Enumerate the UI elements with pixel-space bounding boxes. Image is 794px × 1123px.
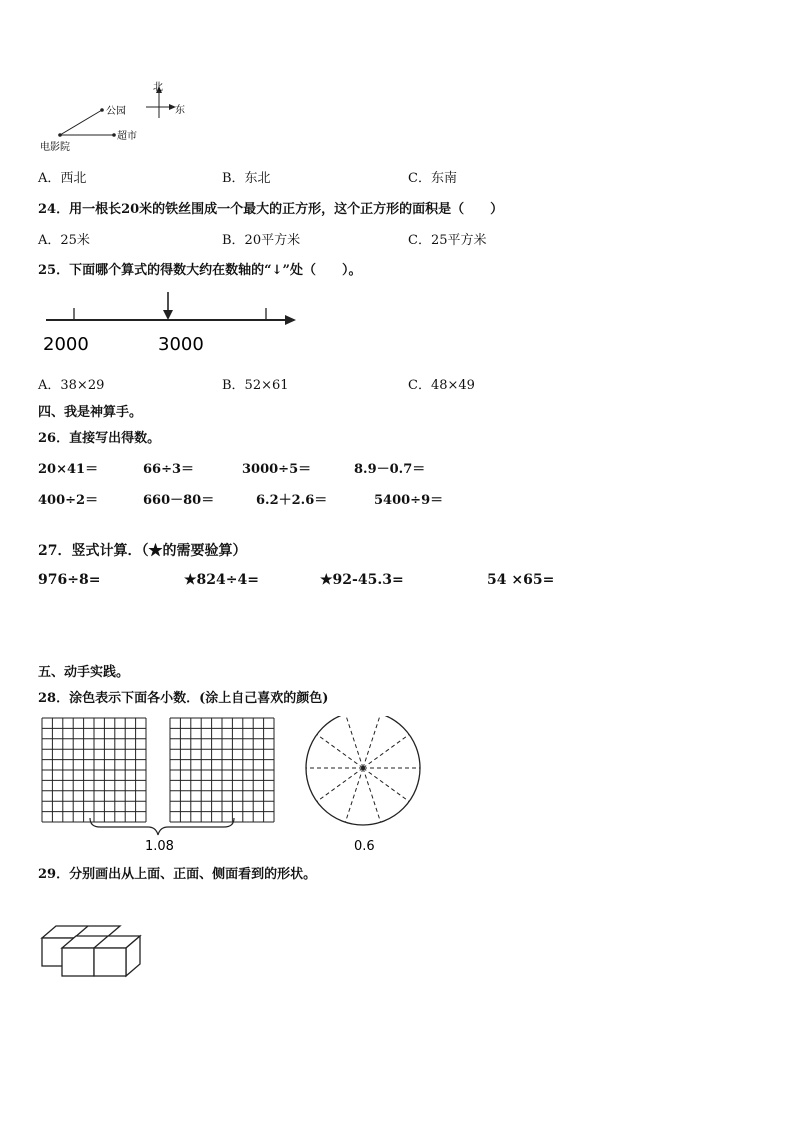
q26-title: 26．直接写出得数。 (38, 431, 161, 446)
brace (90, 818, 234, 835)
decimal-shading-figure (38, 716, 428, 856)
section-4-heading: 四、我是神算手。 (38, 405, 143, 420)
ten-part-circle (306, 716, 420, 825)
hundred-grid-left (42, 718, 146, 822)
park-label: 公园 (106, 106, 126, 117)
q28-title: 28．涂色表示下面各小数．(涂上自己喜欢的颜色) (38, 691, 329, 706)
q27-item-1: 976÷8= (38, 572, 101, 588)
q24-option-c: C．25平方米 (408, 233, 487, 248)
supermarket-label: 超市 (117, 131, 137, 142)
q26-r2-c1: 400÷2＝ (38, 493, 99, 508)
q26-r1-c2: 66÷3＝ (143, 462, 195, 477)
north-label: 北 (153, 82, 163, 93)
q25-option-b: B．52×61 (222, 378, 289, 393)
q27-item-3: ★92-45.3= (320, 572, 404, 588)
q27-title: 27．竖式计算．（★的需要验算） (38, 543, 247, 559)
number-line-figure (38, 288, 300, 358)
q26-r2-c3: 6.2＋2.6＝ (256, 493, 328, 508)
q29-title: 29．分别画出从上面、正面、侧面看到的形状。 (38, 867, 317, 882)
q26-r1-c4: 8.9－0.7＝ (354, 462, 426, 477)
q23-option-b: B．东北 (222, 171, 271, 186)
q25-option-a: A．38×29 (38, 378, 105, 393)
q25-option-c: C．48×49 (408, 378, 475, 393)
cube-stack-figure (38, 918, 148, 980)
grid-decimal-label: 1.08 (145, 839, 174, 854)
section-5-heading: 五、动手实践。 (38, 665, 130, 680)
q25-question: 25．下面哪个算式的得数大约在数轴的“↓”处（ ）。 (38, 263, 362, 278)
hundred-grid-right (170, 718, 274, 822)
q24-option-a: A．25米 (38, 233, 90, 248)
east-label: 东 (175, 105, 185, 116)
direction-map-figure (38, 78, 198, 156)
axis-label-3000: 3000 (158, 334, 204, 355)
q26-r2-c2: 660－80＝ (143, 493, 215, 508)
q23-option-c: C．东南 (408, 171, 457, 186)
q27-item-4: 54 ×65= (487, 572, 555, 588)
q26-r1-c3: 3000÷5＝ (242, 462, 312, 477)
q26-r1-c1: 20×41＝ (38, 462, 99, 477)
circle-decimal-label: 0.6 (354, 839, 375, 854)
cinema-label: 电影院 (40, 142, 70, 153)
q26-r2-c4: 5400÷9＝ (374, 493, 444, 508)
q24-option-b: B．20平方米 (222, 233, 301, 248)
q24-question: 24．用一根长20米的铁丝围成一个最大的正方形，这个正方形的面积是（ ） (38, 202, 504, 217)
q23-option-a: A．西北 (38, 171, 87, 186)
axis-label-2000: 2000 (43, 334, 89, 355)
q27-item-2: ★824÷4= (184, 572, 259, 588)
